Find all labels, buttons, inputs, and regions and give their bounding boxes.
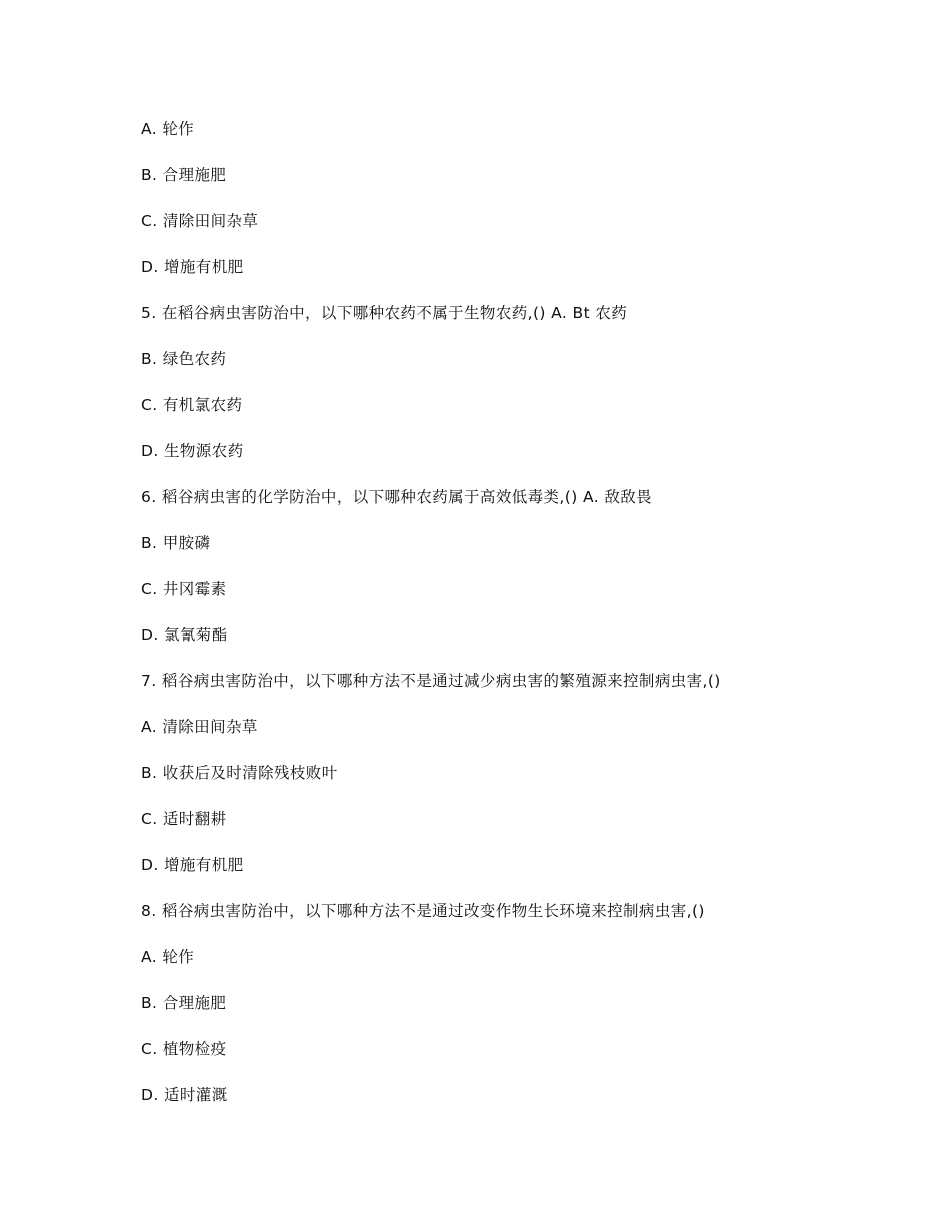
- q6-option-d: D. 氯氰菊酯: [141, 626, 228, 644]
- q8-option-d: D. 适时灌溉: [141, 1086, 228, 1104]
- question-5: 5. 在稻谷病虫害防治中，以下哪种农药不属于生物农药,() A. Bt 农药: [141, 304, 628, 322]
- q5-option-b: B. 绿色农药: [141, 350, 227, 368]
- q7-option-b: B. 收获后及时清除残枝败叶: [141, 764, 338, 782]
- q6-option-c: C. 井冈霉素: [141, 580, 227, 598]
- q6-option-b: B. 甲胺磷: [141, 534, 211, 552]
- q5-option-d: D. 生物源农药: [141, 442, 244, 460]
- question-6: 6. 稻谷病虫害的化学防治中，以下哪种农药属于高效低毒类,() A. 敌敌畏: [141, 488, 653, 506]
- option-c-weed-removal: C. 清除田间杂草: [141, 212, 259, 230]
- q5-option-c: C. 有机氯农药: [141, 396, 243, 414]
- option-d-organic-fertilizer: D. 增施有机肥: [141, 258, 244, 276]
- q7-option-c: C. 适时翻耕: [141, 810, 227, 828]
- question-7: 7. 稻谷病虫害防治中，以下哪种方法不是通过减少病虫害的繁殖源来控制病虫害,(): [141, 672, 721, 690]
- option-a-crop-rotation: A. 轮作: [141, 120, 195, 138]
- q8-option-c: C. 植物检疫: [141, 1040, 227, 1058]
- question-8: 8. 稻谷病虫害防治中，以下哪种方法不是通过改变作物生长环境来控制病虫害,(): [141, 902, 705, 920]
- option-b-rational-fertilization: B. 合理施肥: [141, 166, 227, 184]
- q7-option-d: D. 增施有机肥: [141, 856, 244, 874]
- q7-option-a: A. 清除田间杂草: [141, 718, 258, 736]
- q8-option-b: B. 合理施肥: [141, 994, 227, 1012]
- q8-option-a: A. 轮作: [141, 948, 195, 966]
- question-list: [141, 114, 841, 1126]
